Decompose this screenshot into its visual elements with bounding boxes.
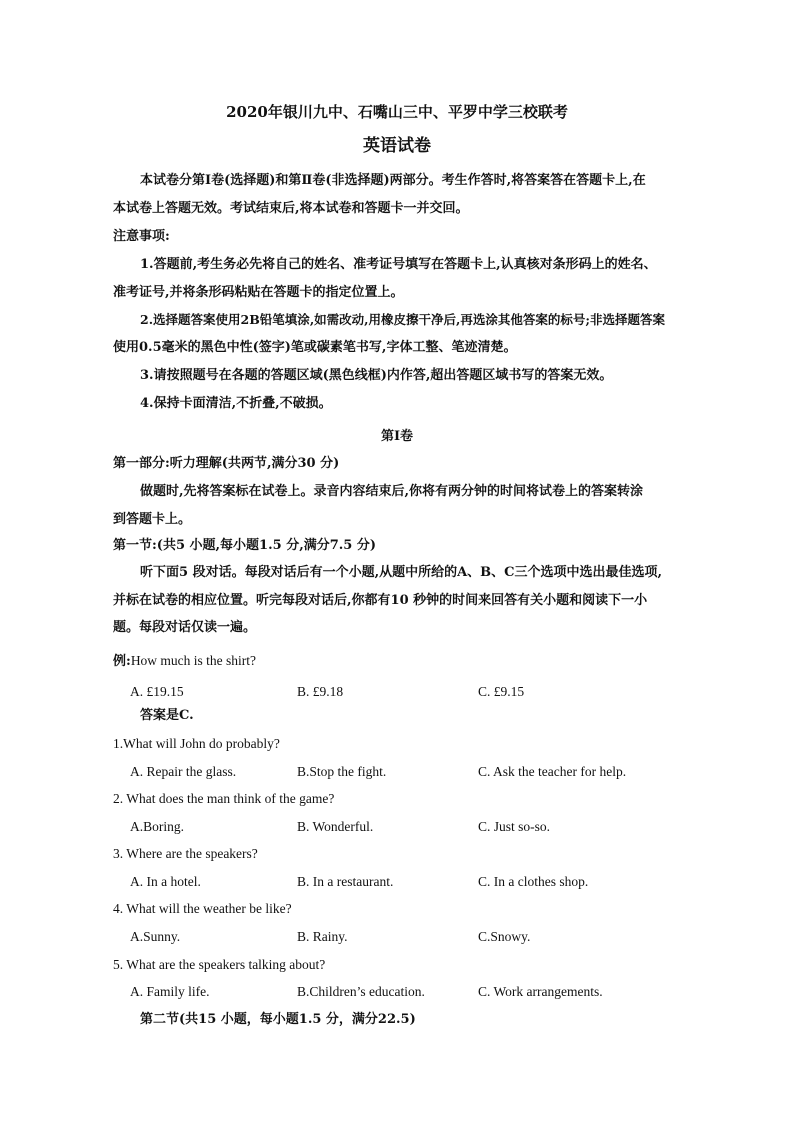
question-4-option-c: C.Snowy. — [478, 929, 531, 944]
section-1-heading: 第一节:(共5 小题,每小题1.5 分,满分7.5 分) — [113, 538, 377, 553]
question-4-option-b: B. Rainy. — [297, 929, 348, 944]
section-1-line-1: 听下面5 段对话。每段对话后有一个小题,从题中所给的A、B、C三个选项中选出最佳选项, — [140, 565, 663, 580]
question-5-option-a: A. Family life. — [130, 984, 210, 999]
volume-1-heading: 第Ⅰ卷 — [380, 429, 414, 444]
note-2-line-1: 2.选择题答案使用2B铅笔填涂,如需改动,用橡皮擦干净后,再选涂其他答案的标号;非选择题答案 — [140, 312, 665, 327]
question-4: 4. What will the weather be like? — [113, 901, 292, 916]
intro-line-1: 本试卷分第Ⅰ卷(选择题)和第Ⅱ卷(非选择题)两部分。考生作答时,将答案答在答题卡上,在 — [140, 173, 646, 188]
part-1-heading: 第一部分:听力理解(共两节,满分30 分) — [113, 456, 340, 471]
section-2-heading: 第二节(共15 小题，每小题1.5 分，满分22.5) — [140, 1012, 416, 1027]
question-1-option-c: C. Ask the teacher for help. — [478, 764, 627, 779]
exam-title: 2020年银川九中、石嘴山三中、平罗中学三校联考 — [226, 103, 568, 121]
question-5-option-b: B.Children’s education. — [297, 984, 425, 999]
note-4: 4.保持卡面清洁,不折叠,不破损。 — [140, 396, 332, 411]
question-2-option-b: B. Wonderful. — [297, 819, 374, 834]
question-2: 2. What does the man think of the game? — [113, 791, 335, 806]
question-2-option-a: A.Boring. — [130, 819, 184, 834]
example-option-a: A. £19.15 — [130, 684, 184, 699]
section-1-line-3: 题。每段对话仅读一遍。 — [113, 620, 257, 635]
question-1-option-b: B.Stop the fight. — [297, 764, 387, 779]
question-1-option-a: A. Repair the glass. — [130, 764, 237, 779]
note-1-line-1: 1.答题前,考生务必先将自己的姓名、准考证号填写在答题卡上,认真核对条形码上的姓名、 — [140, 257, 657, 272]
question-3: 3. Where are the speakers? — [113, 846, 258, 861]
example-question-text: How much is the shirt? — [130, 653, 257, 668]
question-1: 1.What will John do probably? — [113, 736, 280, 751]
section-1-line-2: 并标在试卷的相应位置。听完每段对话后,你都有10 秒钟的时间来回答有关小题和阅读下一小 — [113, 593, 648, 608]
note-3: 3.请按照题号在各题的答题区域(黑色线框)内作答,超出答题区域书写的答案无效。 — [140, 368, 613, 383]
part-1-line-2: 到答题卡上。 — [113, 512, 192, 527]
intro-line-2: 本试卷上答题无效。考试结束后,将本试卷和答题卡一并交回。 — [113, 201, 469, 216]
example-question — [113, 652, 256, 671]
question-3-option-c: C. In a clothes shop. — [478, 874, 589, 889]
example-label: 例: — [113, 654, 131, 669]
question-3-option-b: B. In a restaurant. — [297, 874, 394, 889]
question-5-option-c: C. Work arrangements. — [478, 984, 603, 999]
question-3-option-a: A. In a hotel. — [130, 874, 201, 889]
part-1-line-1: 做题时,先将答案标在试卷上。录音内容结束后,你将有两分钟的时间将试卷上的答案转涂 — [140, 484, 644, 499]
question-2-option-c: C. Just so-so. — [478, 819, 551, 834]
question-4-option-a: A.Sunny. — [130, 929, 181, 944]
question-5: 5. What are the speakers talking about? — [113, 957, 326, 972]
note-2-line-2: 使用0.5毫米的黑色中性(签字)笔或碳素笔书写,字体工整、笔迹清楚。 — [113, 340, 517, 355]
notes-heading: 注意事项: — [113, 229, 170, 244]
example-option-c: C. £9.15 — [478, 684, 525, 699]
example-answer: 答案是C. — [140, 708, 194, 723]
exam-subtitle: 英语试卷 — [363, 136, 431, 156]
note-1-line-2: 准考证号,并将条形码粘贴在答题卡的指定位置上。 — [113, 285, 404, 300]
example-option-b: B. £9.18 — [297, 684, 344, 699]
